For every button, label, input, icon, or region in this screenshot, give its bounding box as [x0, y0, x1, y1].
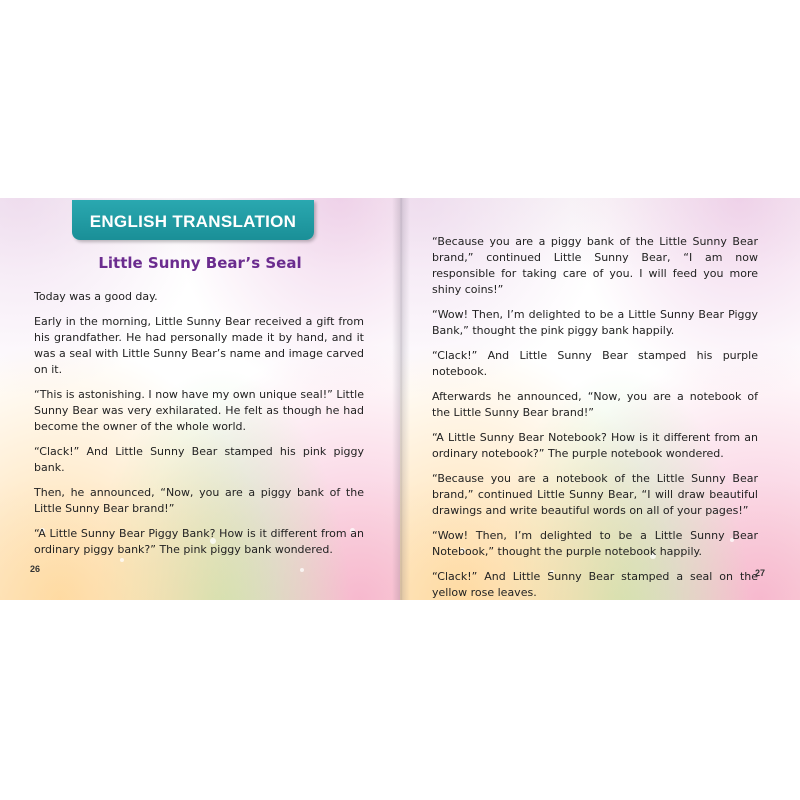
left-page-body	[34, 289, 364, 567]
page-number-right: 27	[755, 568, 766, 578]
story-title: Little Sunny Bear’s Seal	[98, 254, 302, 272]
section-header-banner: ENGLISH TRANSLATION	[72, 200, 314, 240]
right-page	[400, 198, 800, 600]
page-number-left: 26	[30, 564, 41, 574]
paragraph: Afterwards he announced, “Now, you are a notebook of the Little Sunny Bear brand!”	[432, 390, 758, 419]
paragraph: “Clack!” And Little Sunny Bear stamped his pink piggy bank.	[34, 445, 364, 474]
paragraph: Today was a good day.	[34, 290, 158, 303]
paragraph: “Wow! Then, I’m delighted to be a Little Sunny Bear Notebook,” thought the purple notebook happily.	[432, 529, 758, 558]
paragraph: “A Little Sunny Bear Piggy Bank? How is it different from an ordinary piggy bank?” The pink piggy bank wondered.	[34, 527, 364, 556]
paragraph: “Clack!” And Little Sunny Bear stamped a seal on the yellow rose leaves.	[432, 570, 758, 599]
paragraph: “This is astonishing. I now have my own unique seal!” Little Sunny Bear was very exhilarated. He felt as though he had become the owner of the whole world.	[34, 388, 364, 433]
paragraph: “Because you are a notebook of the Little Sunny Bear brand,” continued Little Sunny Bear, “I will draw beautiful drawings and write beautiful words on all of your pages!”	[432, 472, 758, 517]
paragraph: “Wow! Then, I’m delighted to be a Little Sunny Bear Piggy Bank,” thought the pink piggy bank happily.	[432, 308, 758, 337]
paragraph: “Clack!” And Little Sunny Bear stamped his purple notebook.	[432, 349, 758, 378]
book-gutter	[392, 198, 410, 600]
paragraph: Early in the morning, Little Sunny Bear received a gift from his grandfather. He had personally made it by hand, and it was a seal with Little Sunny Bear’s name and image carved on it.	[34, 315, 364, 376]
book-spread	[0, 198, 800, 600]
paragraph: “A Little Sunny Bear Notebook? How is it different from an ordinary notebook?” The purple notebook wondered.	[432, 431, 758, 460]
paragraph: “Because you are a piggy bank of the Little Sunny Bear brand,” continued Little Sunny Bear, “I am now responsible for taking care of you. I will feed you more shiny coins!”	[432, 235, 758, 296]
right-page-body	[432, 234, 758, 600]
left-page	[0, 198, 400, 600]
paragraph: Then, he announced, “Now, you are a piggy bank of the Little Sunny Bear brand!”	[34, 486, 364, 515]
sparkle-decoration	[300, 568, 304, 572]
